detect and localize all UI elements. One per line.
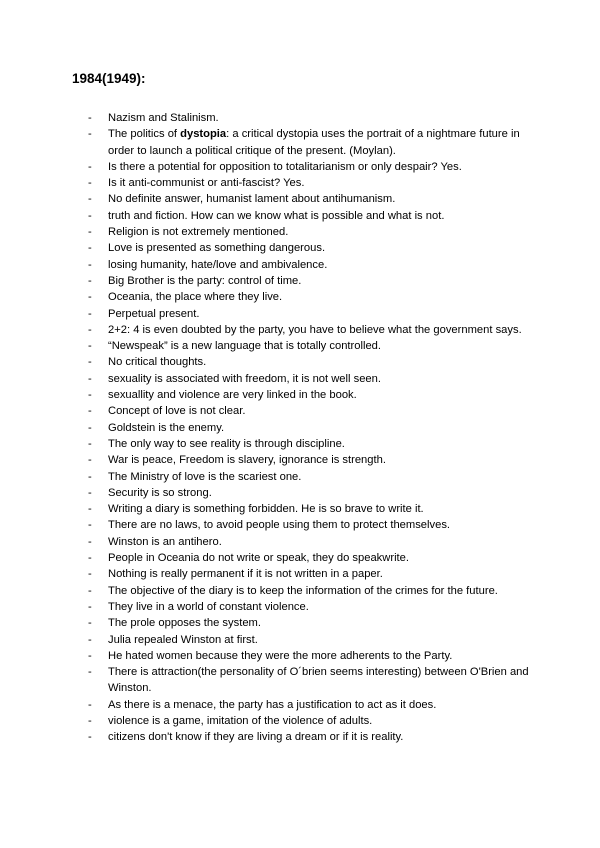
- list-item-text: sexuallity and violence are very linked in the book.: [108, 389, 357, 402]
- dash-bullet: -: [88, 535, 92, 548]
- list-item: [88, 485, 538, 501]
- list-item-text: Is it anti-communist or anti-fascist? Yes.: [108, 177, 305, 190]
- dash-bullet: -: [88, 323, 92, 336]
- list-item-text: Julia repealed Winston at first.: [108, 633, 258, 646]
- dash-bullet: -: [88, 568, 92, 581]
- list-item-text: No definite answer, humanist lament about antihumanism.: [108, 193, 396, 206]
- list-item: [88, 566, 538, 582]
- list-item-text: Writing a diary is something forbidden. He is so brave to write it.: [108, 503, 424, 516]
- list-item-text: violence is a game, imitation of the violence of adults.: [108, 714, 373, 727]
- list-item-text: The Ministry of love is the scariest one.: [108, 470, 302, 483]
- dash-bullet: -: [88, 226, 92, 239]
- list-item: [88, 469, 538, 485]
- list-item: [88, 273, 538, 289]
- notes-list: [88, 110, 538, 746]
- dash-bullet: -: [88, 209, 92, 222]
- dash-bullet: -: [88, 274, 92, 287]
- list-item-text: Perpetual present.: [108, 307, 200, 320]
- list-item: [88, 322, 538, 338]
- list-item-text: He hated women because they were the more adherents to the Party.: [108, 649, 453, 662]
- list-item-text: Security is so strong.: [108, 486, 212, 499]
- list-item: [88, 371, 538, 387]
- list-item: [88, 452, 538, 468]
- list-item-text: No critical thoughts.: [108, 356, 207, 369]
- dash-bullet: -: [88, 372, 92, 385]
- list-item-text: Is there a potential for opposition to totalitarianism or only despair? Yes.: [108, 160, 462, 173]
- list-item-text: citizens don't know if they are living a dream or if it is reality.: [108, 731, 404, 744]
- list-item-text: [108, 128, 520, 156]
- dash-bullet: -: [88, 666, 92, 679]
- list-item-text: There are no laws, to avoid people using them to protect themselves.: [108, 519, 451, 532]
- dash-bullet: -: [88, 405, 92, 418]
- list-item-text: Nazism and Stalinism.: [108, 112, 219, 124]
- list-item: [88, 599, 538, 615]
- list-item-text: truth and fiction. How can we know what is possible and what is not.: [108, 209, 445, 222]
- list-item: [88, 126, 538, 159]
- list-item-text: Nothing is really permanent if it is not written in a paper.: [108, 568, 383, 581]
- dash-bullet: -: [88, 714, 92, 727]
- list-item-text: losing humanity, hate/love and ambivalence.: [108, 258, 328, 271]
- dash-bullet: -: [88, 584, 92, 597]
- list-item: [88, 534, 538, 550]
- dash-bullet: -: [88, 617, 92, 630]
- list-item-text: Religion is not extremely mentioned.: [108, 226, 289, 239]
- emphasized-term: dystopia: [180, 128, 227, 141]
- list-item-text: Concept of love is not clear.: [108, 405, 246, 418]
- list-item-text: Goldstein is the enemy.: [108, 421, 225, 434]
- list-item: [88, 729, 538, 745]
- list-item: [88, 191, 538, 207]
- dash-bullet: -: [88, 307, 92, 320]
- list-item-text: 2+2: 4 is even doubted by the party, you have to believe what the government says.: [108, 323, 522, 336]
- dash-bullet: -: [88, 437, 92, 450]
- dash-bullet: -: [88, 421, 92, 434]
- list-item-text: There is attraction(the personality of O´brien seems interesting) between O'Brien and Winston.: [108, 666, 529, 695]
- list-item: [88, 338, 538, 354]
- dash-bullet: -: [88, 503, 92, 516]
- list-item-text-pre: The politics of: [108, 128, 181, 141]
- list-item-text: War is peace, Freedom is slavery, ignorance is strength.: [108, 454, 386, 467]
- list-item: [88, 664, 538, 697]
- dash-bullet: -: [88, 193, 92, 206]
- dash-bullet: -: [88, 291, 92, 304]
- list-item: [88, 517, 538, 533]
- list-item-text: Winston is an antihero.: [108, 535, 222, 548]
- list-item-text-post: : a critical dystopia uses the portrait of a nightmare future in order to launch a political critique of the present. (Moylan).: [108, 128, 520, 157]
- page-title: 1984(1949):: [72, 71, 146, 86]
- list-item-text: sexuality is associated with freedom, it is not well seen.: [108, 372, 381, 385]
- list-item-text: The only way to see reality is through discipline.: [108, 437, 345, 450]
- list-item-text: Oceania, the place where they live.: [108, 291, 283, 304]
- list-item: [88, 403, 538, 419]
- list-item-text: As there is a menace, the party has a justification to act as it does.: [108, 698, 437, 711]
- list-item: [88, 240, 538, 256]
- list-item: [88, 713, 538, 729]
- list-item: [88, 697, 538, 713]
- dash-bullet: -: [88, 486, 92, 499]
- dash-bullet: -: [88, 160, 92, 173]
- dash-bullet: -: [88, 519, 92, 532]
- list-item-text: The objective of the diary is to keep the information of the crimes for the future.: [108, 584, 498, 597]
- list-item: [88, 387, 538, 403]
- dash-bullet: -: [88, 242, 92, 255]
- list-item: [88, 501, 538, 517]
- dash-bullet: -: [88, 356, 92, 369]
- dash-bullet: -: [88, 552, 92, 565]
- list-item: [88, 257, 538, 273]
- dash-bullet: -: [88, 177, 92, 190]
- list-item: [88, 632, 538, 648]
- dash-bullet: -: [88, 258, 92, 271]
- dash-bullet: -: [88, 454, 92, 467]
- dash-bullet: -: [88, 389, 92, 402]
- list-item-text: People in Oceania do not write or speak, they do speakwrite.: [108, 552, 409, 565]
- list-item-text: Love is presented as something dangerous.: [108, 242, 326, 255]
- dash-bullet: -: [88, 698, 92, 711]
- list-item: [88, 289, 538, 305]
- dash-bullet: -: [88, 600, 92, 613]
- dash-bullet: -: [88, 470, 92, 483]
- list-item: [88, 354, 538, 370]
- list-item: [88, 436, 538, 452]
- list-item: [88, 583, 538, 599]
- list-item: [88, 550, 538, 566]
- dash-bullet: -: [88, 340, 92, 353]
- dash-bullet: -: [88, 112, 92, 124]
- list-item-text: “Newspeak” is a new language that is totally controlled.: [108, 340, 381, 353]
- dash-bullet: -: [88, 128, 92, 141]
- list-item: [88, 224, 538, 240]
- dash-bullet: -: [88, 731, 92, 744]
- dash-bullet: -: [88, 649, 92, 662]
- list-item-text: Big Brother is the party: control of time.: [108, 274, 302, 287]
- dash-bullet: -: [88, 633, 92, 646]
- list-item-text: The prole opposes the system.: [108, 617, 261, 630]
- list-item: [88, 420, 538, 436]
- list-item: [88, 648, 538, 664]
- list-item: [88, 159, 538, 175]
- list-item: [88, 175, 538, 191]
- list-item: [88, 208, 538, 224]
- list-item: [88, 615, 538, 631]
- list-item: [88, 306, 538, 322]
- list-item-text: They live in a world of constant violence.: [108, 600, 309, 613]
- list-item: [88, 110, 538, 126]
